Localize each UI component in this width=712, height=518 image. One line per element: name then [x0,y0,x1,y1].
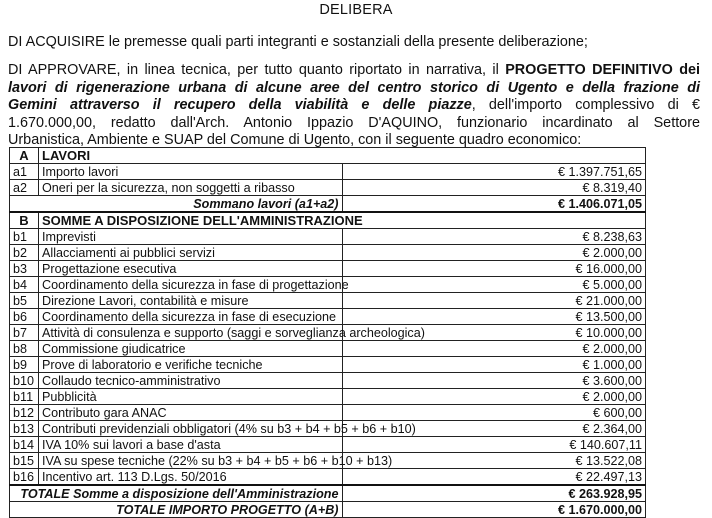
row-value: € 21.000,00 [342,293,646,309]
grand-total-row-value: € 1.670.000,00 [342,502,646,518]
row-label: Direzione Lavori, contabilità e misure [39,293,343,309]
row-code: b4 [10,277,39,293]
subtotal-b-row-label: TOTALE Somme a disposizione dell'Amministrazione [10,485,343,502]
row-label: Coordinamento della sicurezza in fase di esecuzione [39,309,343,325]
section-a-header [10,148,646,164]
table-row [10,469,646,486]
table-row [10,389,646,405]
table-row [10,373,646,389]
table-row [10,277,646,293]
row-code: b1 [10,229,39,245]
row-code: b8 [10,341,39,357]
row-code: a1 [10,164,39,180]
row-label: Pubblicità [39,389,343,405]
table-row [10,341,646,357]
subtotal-a-row-label: Sommano lavori (a1+a2) [10,196,343,213]
row-code: b3 [10,261,39,277]
row-code: b5 [10,293,39,309]
table-row [10,293,646,309]
page-title: DELIBERA [319,2,393,18]
approvare-line-5: Urbanistica, Ambiente e SUAP del Comune di Ugento, con il seguente quadro economico: [8,132,582,148]
row-label: IVA 10% sui lavori a base d'asta [39,437,343,453]
approvare-line-1-bold: PROGETTO DEFINITIVO dei [505,62,701,78]
row-value: € 5.000,00 [342,277,646,293]
subtotal-b-row-value: € 263.928,95 [342,485,646,502]
row-label: Commissione giudicatrice [39,341,343,357]
table-row [10,421,646,437]
section-b-header [10,212,646,229]
grand-total-row [10,502,646,518]
row-label: Contributi previdenziali obbligatori (4% su b3 + b4 + b5 + b6 + b10) [39,421,343,437]
approvare-line-1 [8,62,700,80]
row-label: Importo lavori [39,164,343,180]
row-value: € 22.497,13 [342,469,646,486]
row-value: € 8.319,40 [342,180,646,196]
section-b-label: SOMME A DISPOSIZIONE DELL'AMMINISTRAZIONE [39,212,646,229]
table-row [10,309,646,325]
table-row [10,261,646,277]
row-label: Coordinamento della sicurezza in fase di progettazione [39,277,343,293]
subtotal-a-row [10,196,646,213]
row-code: b10 [10,373,39,389]
subtotal-b-row [10,485,646,502]
row-label: Allacciamenti ai pubblici servizi [39,245,343,261]
quadro-economico-body [10,148,646,518]
grand-total-row-label: TOTALE IMPORTO PROGETTO (A+B) [10,502,343,518]
row-label: Incentivo art. 113 D.Lgs. 50/2016 [39,469,343,486]
table-row [10,453,646,469]
row-label: IVA su spese tecniche (22% su b3 + b4 + b5 + b6 + b10 + b13) [39,453,343,469]
row-label: Imprevisti [39,229,343,245]
row-value: € 10.000,00 [342,325,646,341]
row-label: Oneri per la sicurezza, non soggetti a ribasso [39,180,343,196]
quadro-economico-table [9,147,646,518]
table-row [10,437,646,453]
row-label: Progettazione esecutiva [39,261,343,277]
row-value: € 2.000,00 [342,245,646,261]
row-value: € 13.500,00 [342,309,646,325]
row-label: Collaudo tecnico-amministrativo [39,373,343,389]
row-label: Contributo gara ANAC [39,405,343,421]
row-code: b7 [10,325,39,341]
approvare-line-3-text: , dell'importo complessivo di € [471,97,700,113]
row-value: € 140.607,11 [342,437,646,453]
row-value: € 8.238,63 [342,229,646,245]
row-code: b6 [10,309,39,325]
row-value: € 1.397.751,65 [342,164,646,180]
row-value: € 1.000,00 [342,357,646,373]
row-code: b11 [10,389,39,405]
paragraph-approvare [8,62,700,150]
row-value: € 16.000,00 [342,261,646,277]
approvare-line-2: lavori di rigenerazione urbana di alcune aree del centro storico di Ugento e della frazione di [8,79,700,96]
row-code: b12 [10,405,39,421]
row-value: € 2.000,00 [342,341,646,357]
row-value: € 2.364,00 [342,421,646,437]
section-a-code: A [10,148,39,164]
row-code: b16 [10,469,39,486]
table-row [10,405,646,421]
row-code: a2 [10,180,39,196]
row-code: b15 [10,453,39,469]
table-row [10,229,646,245]
section-a-label: LAVORI [39,148,646,164]
row-label: Prove di laboratorio e verifiche tecniche [39,357,343,373]
approvare-line-4: 1.670.000,00, redatto dall'Arch. Antonio Ippazio D'AQUINO, funzionario incardinato al Settore [8,114,700,131]
row-code: b9 [10,357,39,373]
table-row [10,245,646,261]
row-code: b2 [10,245,39,261]
table-row [10,180,646,196]
row-value: € 3.600,00 [342,373,646,389]
approvare-line-3-bold: Gemini attraverso il recupero della viabilità e delle piazze [8,97,472,113]
table-row [10,357,646,373]
row-value: € 600,00 [342,405,646,421]
row-code: b13 [10,421,39,437]
table-row [10,164,646,180]
subtotal-a-row-value: € 1.406.071,05 [342,196,646,213]
paragraph-acquisire: DI ACQUISIRE le premesse quali parti integranti e sostanziali della presente deliberazione; [8,34,588,50]
table-row [10,325,646,341]
approvare-line-3 [8,97,700,115]
row-value: € 2.000,00 [342,389,646,405]
row-code: b14 [10,437,39,453]
row-label: Attività di consulenza e supporto (saggi e sorveglianza archeologica) [39,325,343,341]
section-b-code: B [10,212,39,229]
row-value: € 13.522,08 [342,453,646,469]
approvare-line-1-text: DI APPROVARE, in linea tecnica, per tutto quanto riportato in narrativa, il [8,62,506,78]
